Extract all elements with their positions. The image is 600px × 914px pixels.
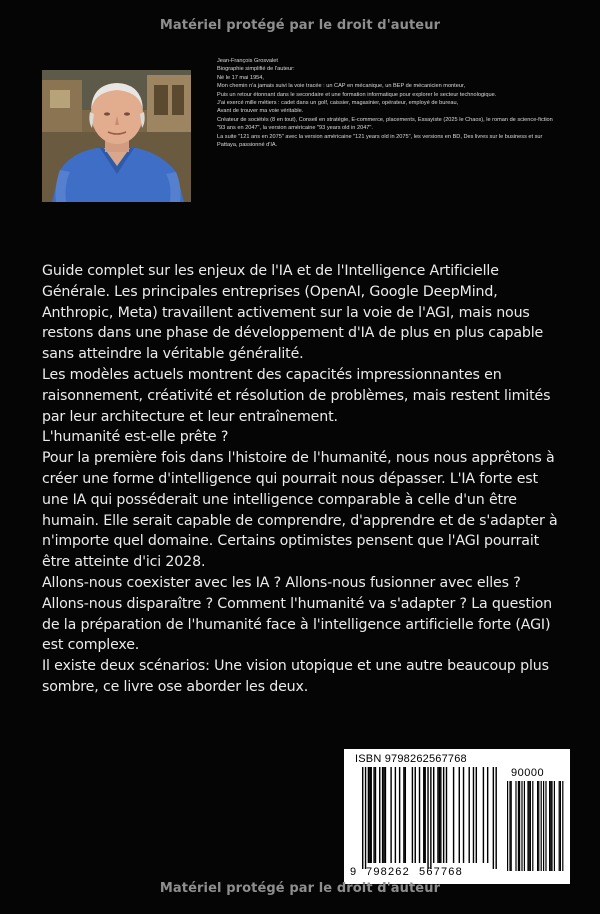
description-paragraph: Allons-nous coexister avec les IA ? Allons-nous fusionner avec elles ? Allons-nous disparaître ? Comment l'humanité va s'adapter ? La question de la préparation de l'humanité face à l'intelligence artificielle forte (AGI) est complexe. — [42, 574, 553, 654]
addon-bar — [521, 781, 522, 871]
addon-bar — [545, 781, 546, 871]
addon-bar — [559, 781, 560, 871]
addon-bar — [529, 781, 530, 871]
addon-bar — [554, 781, 555, 871]
price-code: 90000 — [511, 767, 545, 779]
copyright-watermark-top: Matériel protégé par le droit d'auteur — [159, 18, 441, 33]
addon-bar — [527, 781, 528, 871]
bio-line: Avant de trouver ma voie véritable. — [217, 108, 304, 115]
bio-line: J'ai exercé mille métiers : cadet dans un golf, caissier, magasinier, opérateur, employé de bureau, — [217, 100, 459, 107]
addon-bar — [560, 781, 561, 871]
author-biography — [217, 57, 557, 149]
addon-bar — [509, 781, 510, 871]
addon-bar — [538, 781, 539, 871]
addon-bar — [550, 781, 551, 871]
copyright-watermark-bottom: Matériel protégé par le droit d'auteur — [159, 881, 441, 896]
bio-line: Mon chemin n'a jamais suivi la voie tracée : un CAP en mécanique, un BEP de mécanicien monteur, — [217, 83, 466, 90]
addon-bar — [549, 781, 550, 871]
addon-bar — [532, 781, 533, 871]
ean-first-digit: 9 — [350, 866, 358, 878]
description-paragraph: Guide complet sur les enjeux de l'IA et de l'Intelligence Artificielle Générale. Les principales entreprises (OpenAI, Google DeepMind, Anthropic, Meta) travaillent activement sur la voie de l'AGI, mais nous restons dans une phase de développement d'IA de plus en plus capable sans atteindre la véritable généralité. — [42, 263, 544, 363]
bio-line: La suite "121 ans en 2075" avec la version américaine "121 years old in 2075", les versions en BD, Des livres sur le business et sur Pattaya, passionné d'IA. — [217, 133, 543, 149]
bio-line: Créateur de sociétés (8 en tout), Conseil en stratégie, E-commerce, placements, Essayiste (2025 le Chaos), le roman de science-fiction "93 ans en 2047", la version américaine "93 years old in 2047". — [217, 116, 553, 132]
isbn-label: ISBN 9798262567768 — [355, 753, 467, 765]
description-paragraph: Il existe deux scénarios: Une vision utopique et une autre beaucoup plus sombre, ce livre ose aborder les deux. — [42, 658, 549, 695]
addon-bar — [519, 781, 520, 871]
bio-line: Puis un retour étonnant dans le secondaire et une formation informatique pour explorer le secteur technologique. — [217, 91, 497, 98]
description-paragraph: L'humanité est-elle prête ? — [42, 429, 229, 446]
addon-bar — [524, 781, 525, 871]
addon-bar — [530, 781, 531, 871]
addon-bar — [551, 781, 552, 871]
addon-bar — [511, 781, 512, 871]
author-photo — [42, 70, 191, 202]
ean-right-digits: 567768 — [419, 866, 463, 878]
addon-bar — [562, 781, 563, 871]
addon-bar — [537, 781, 538, 871]
author-portrait-image — [42, 70, 191, 202]
description-paragraph: Les modèles actuels montrent des capacités impressionnantes en raisonnement, créativité et résolution de problèmes, mais restent limités par leur architecture et leur entraînement. — [42, 366, 551, 425]
addon-bar — [507, 781, 508, 871]
bio-line: Né le 17 mai 1954, — [217, 74, 264, 81]
back-cover-description — [42, 261, 562, 698]
addon-bar — [543, 781, 544, 871]
description-paragraph: Pour la première fois dans l'histoire de l'humanité, nous nous apprêtons à créer une forme d'intelligence qui pourrait nous dépasser. L'IA forte est une IA qui posséderait une intelligence comparable à celle d'un être humain. Elle serait capable de comprendre, d'apprendre et de s'adapter à n'importe quel domaine. Certains optimistes pensent que l'AGI pourrait être atteinte d'ici 2028. — [42, 450, 558, 571]
ean-left-digits: 798262 — [366, 866, 410, 878]
isbn-barcode — [344, 749, 570, 884]
author-name: Jean-François Grosvalet — [217, 58, 278, 64]
addon-bar — [515, 781, 516, 871]
bio-heading: Biographie simplifié de l'auteur: — [217, 66, 295, 73]
addon-bar — [541, 781, 542, 871]
addon-bar — [518, 781, 519, 871]
